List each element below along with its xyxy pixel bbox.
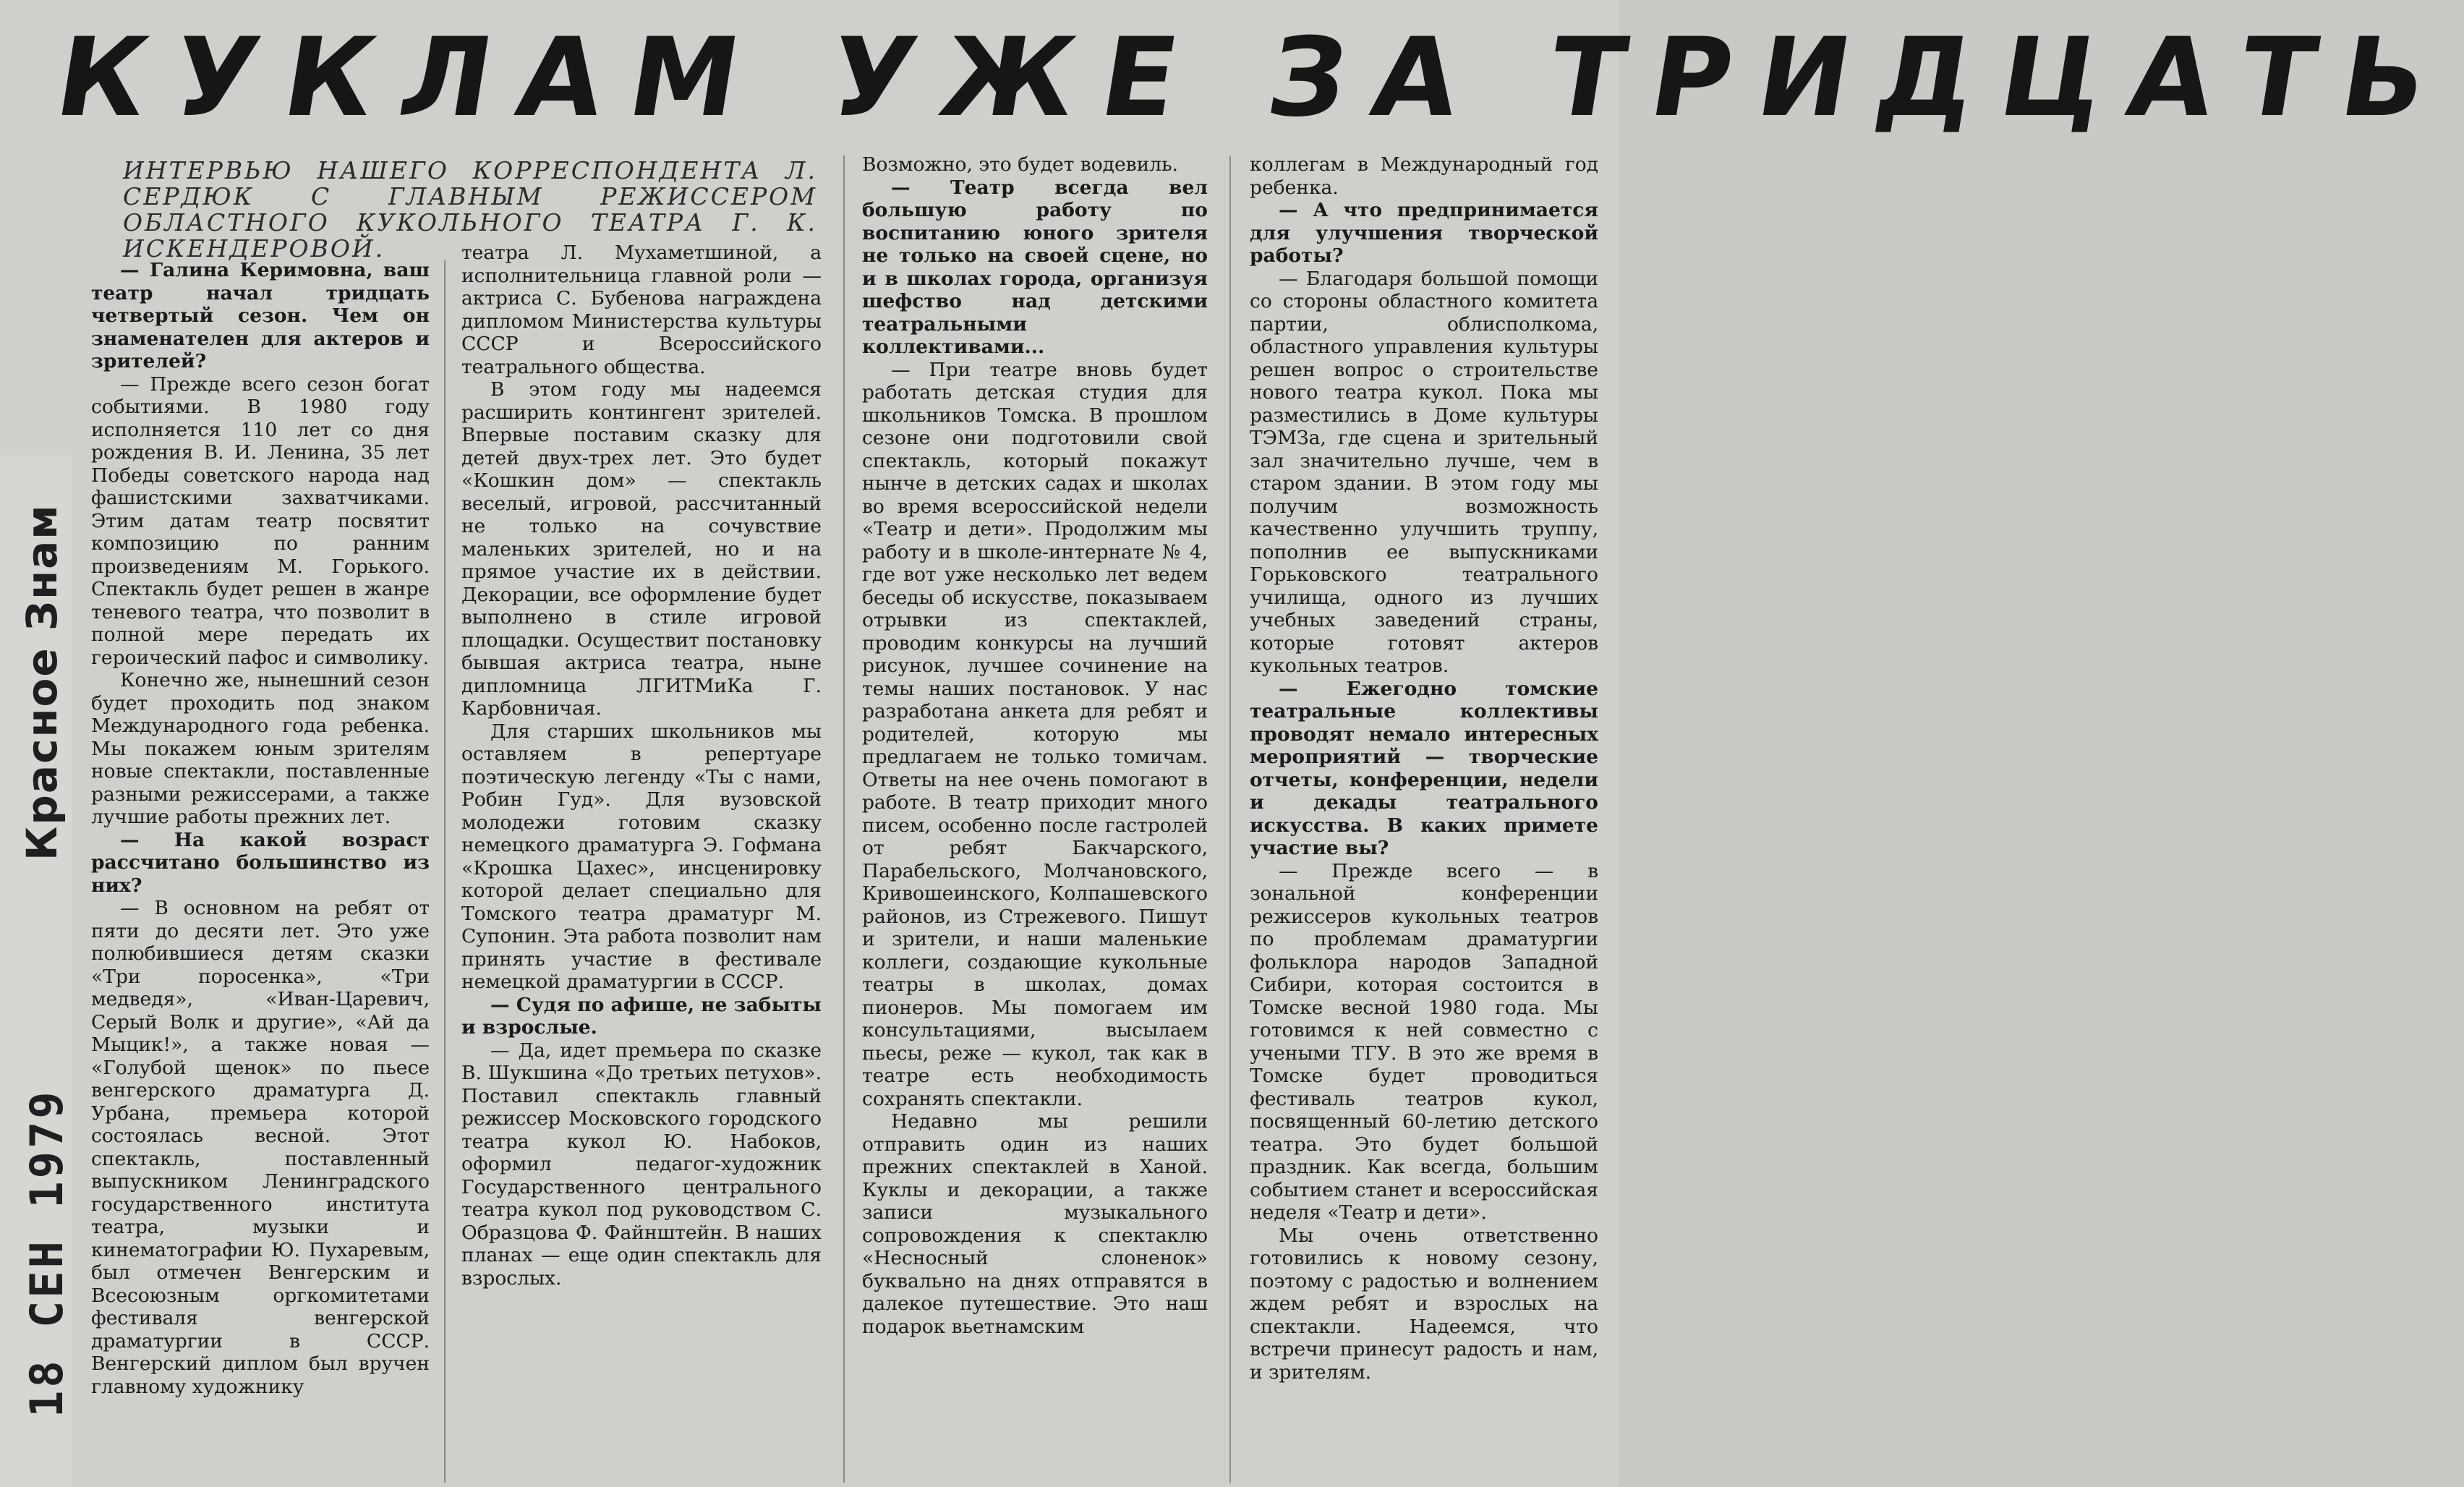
newspaper-masthead: Красное Знам <box>17 503 67 861</box>
column-divider <box>444 260 446 1483</box>
article-column-2 <box>461 242 822 1486</box>
question: — Ежегодно томские театральные коллективы проводят немало интересных мероприятий — творческие отчеты, конференции, недели и декады театрального искусства. В каких примете участие вы? <box>1250 677 1598 859</box>
answer-paragraph: — Благодаря большой помощи со стороны областного комитета партии, облисполкома, областного управления культуры решен вопрос о строительстве нового театра кукол. Пока мы разместились в Доме культуры ТЭМЗа, где сцена и зрительный зал значительно лучше, чем в старом здании. В этом году мы получим возможность качественно улучшить труппу, пополнив ее выпускниками Горьковского театрального училища, одного из лучших учебных заведений страны, которые готовят актеров кукольных театров. <box>1250 267 1598 677</box>
answer-paragraph: Возможно, это будет водевиль. <box>862 153 1178 176</box>
column-divider <box>843 155 845 1483</box>
answer-paragraph: театра Л. Мухаметшиной, а исполнительница главной роли — актриса С. Бубенова награждена дипломом Министерства культуры СССР и Всероссийского театрального общества. <box>461 242 822 378</box>
answer-paragraph: Мы очень ответственно готовились к новому сезону, поэтому с радостью и волнением ждем ребят и взрослых на спектакли. Надеемся, что встречи принесут радость и нам, и зрителям. <box>1250 1224 1598 1384</box>
question: — Судя по афише, не забыты и взрослые. <box>461 993 822 1039</box>
answer-paragraph: Для старших школьников мы оставляем в репертуаре поэтическую легенду «Ты с нами, Робин Гуд». Для вузовской молодежи готовим сказку немецкого драматурга Э. Гофмана «Крошка Цахес», инсценировку которой делает специально для Томского театра драматург М. Супонин. Эта работа позволит нам принять участие в фестивале немецкой драматургии в СССР. <box>461 720 822 993</box>
answer-paragraph: Конечно же, нынешний сезон будет проходить под знаком Международного года ребенка. Мы покажем юным зрителям новые спектакли, поставленные разными режиссерами, а также лучшие работы прежних лет. <box>91 669 430 828</box>
date-stamp: 18 СЕН 1979 <box>20 1088 73 1418</box>
article-column-3 <box>862 153 1208 1486</box>
answer-paragraph: коллегам в Международный год ребенка. <box>1250 153 1598 199</box>
question: — А что предпринимается для улучшения творческой работы? <box>1250 199 1598 267</box>
headline: КУКЛАМ УЖЕ ЗА ТРИДЦАТЬ <box>48 15 2463 141</box>
column-divider <box>1229 155 1231 1483</box>
answer-paragraph: Недавно мы решили отправить один из наших прежних спектаклей в Ханой. Куклы и декорации, а также записи музыкального сопровождения к спектаклю «Несносный слоненок» буквально на днях отправятся в далекое путешествие. Это наш подарок вьетнамским <box>862 1110 1208 1338</box>
answer-paragraph: — Прежде всего сезон богат событиями. В 1980 году исполняется 110 лет со дня рождения В. И. Ленина, 35 лет Победы советского народа над фашистскими захватчиками. Этим датам театр посвятит композицию по ранним произведениям М. Горького. Спектакль будет решен в жанре теневого театра, что позволит в полной мере передать их героический пафос и символику. <box>91 372 430 669</box>
question: — Галина Керимовна, ваш театр начал тридцать четвертый сезон. Чем он знаменателен для актеров и зрителей? <box>91 259 430 372</box>
answer-paragraph: — Да, идет премьера по сказке В. Шукшина «До третьих петухов». Поставил спектакль главный режиссер Московского городского театра кукол Ю. Набоков, оформил педагог-художник Государственного центрального театра кукол под руководством С. Образцова Ф. Файнштейн. В наших планах — еще один спектакль для взрослых. <box>461 1039 822 1290</box>
question: — На какой возраст рассчитано большинство из них? <box>91 828 430 897</box>
answer-paragraph: — Прежде всего — в зональной конференции режиссеров кукольных театров по проблемам драматургии фольклора народов Западной Сибири, которая состоится в Томске весной 1980 года. Мы готовимся к ней совместно с учеными ТГУ. В это же время в Томске будет проводиться фестиваль театров кукол, посвященный 60-летию детского театра. Это будет большой праздник. Как всегда, большим событием станет и всероссийская неделя «Театр и дети». <box>1250 859 1598 1224</box>
article-column-4 <box>1250 153 1598 1486</box>
article-column-1 <box>91 259 430 1486</box>
question: — Театр всегда вел большую работу по воспитанию юного зрителя не только на своей сцене, но и в школах города, организуя шефство над детскими театральными коллективами... <box>862 176 1208 358</box>
answer-paragraph: — В основном на ребят от пяти до десяти лет. Это уже полюбившиеся детям сказки «Три поросенка», «Три медведя», «Иван-Царевич, Серый Волк и другие», «Ай да Мыцик!», а также новая — «Голубой щенок» по пьесе венгерского драматурга Д. Урбана, премьера которой состоялась весной. Этот спектакль, поставленный выпускником Ленинградского государственного института театра, музыки и кинематографии Ю. Пухаревым, был отмечен Венгерским и Всесоюзным оргкомитетами фестиваля венгерской драматургии в СССР. Венгерский диплом был вручен главному художнику <box>91 897 430 1398</box>
answer-paragraph: В этом году мы надеемся расширить контингент зрителей. Впервые поставим сказку для детей двух-трех лет. Это будет «Кошкин дом» — спектакль веселый, игровой, рассчитанный не только на сочувствие маленьких зрителей, но и на прямое участие их в действии. Декорации, все оформление будет выполнено в стиле игровой площадки. Осуществит постановку бывшая актриса театра, ныне дипломница ЛГИТМиКа Г. Карбовничая. <box>461 378 822 720</box>
intro-lead: ИНТЕРВЬЮ НАШЕГО КОРРЕСПОНДЕНТА Л. СЕРДЮК С ГЛАВНЫМ РЕЖИССЕРОМ ОБЛАСТНОГО КУКОЛЬНОГО ТЕАТРА Г. К. ИСКЕНДЕРОВОЙ. <box>123 156 817 263</box>
answer-paragraph: — При театре вновь будет работать детская студия для школьников Томска. В прошлом сезоне они подготовили свой спектакль, который покажут нынче в детских садах и школах во время всероссийской недели «Театр и дети». Продолжим мы работу и в школе-интернате № 4, где вот уже несколько лет ведем беседы об искусстве, показываем отрывки из спектаклей, проводим конкурсы на лучший рисунок, лучшее сочинение на темы наших постановок. У нас разработана анкета для ребят и родителей, которую мы предлагаем не только томичам. Ответы на нее очень помогают в работе. В театр приходит много писем, особенно после гастролей от ребят Бакчарского, Парабельского, Молчановского, Кривошеинского, Колпашевского районов, из Стрежевого. Пишут и зрители, и наши маленькие коллеги, создающие кукольные театры в школах, домах пионеров. Мы помогаем им консультациями, высылаем пьесы, реже — кукол, так как в театре есть необходимость сохранять спектакли. <box>862 358 1208 1110</box>
